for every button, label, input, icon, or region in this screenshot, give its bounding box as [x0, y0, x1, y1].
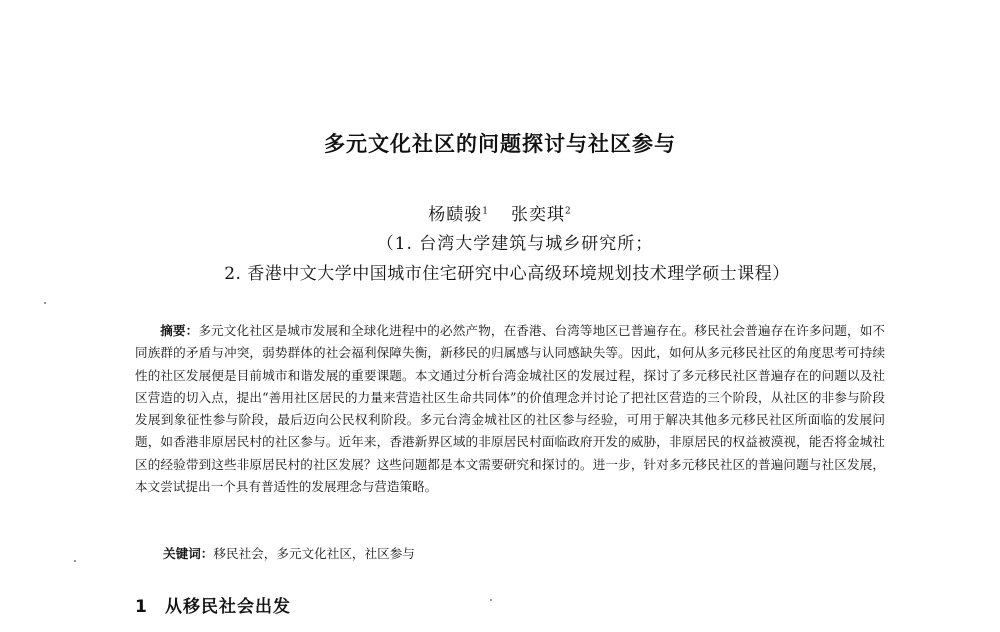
scan-speck [44, 302, 46, 304]
abstract-paragraph [135, 320, 885, 498]
author-name: 张奕琪 [511, 205, 565, 225]
author-affiliation-mark: 1 [482, 206, 489, 217]
author-affiliation-mark: 2 [565, 206, 572, 217]
affiliation-line-1: （1. 台湾大学建筑与城乡研究所； [376, 234, 654, 254]
affiliation-line-2: 2. 香港中文大学中国城市住宅研究中心高级环境规划技术理学硕士课程） [224, 264, 790, 284]
section-number: 1 [135, 597, 148, 617]
abstract-text: 多元文化社区是城市发展和全球化进程中的必然产物，在香港、台湾等地区已普遍存在。移民社会普遍存在许多问题，如不同族群的矛盾与冲突，弱势群体的社会福利保障失衡，新移民的归属感与认同感缺失等。因此，如何从多元移民社区的角度思考可持续性的社区发展便是目前城市和谐发展的重要课题。本文通过分析台湾金城社区的发展过程，探讨了多元移民社区普遍存在的问题以及社区营造的切入点，提出“善用社区居民的力量来营造社区生命共同体”的价值理念并讨论了把社区营造的三个阶段，从社区的非参与阶段发展到象征性参与阶段，最后迈向公民权利阶段。多元台湾金城社区的社区参与经验，可用于解决其他多元移民社区所面临的发展问题，如香港非原居民村的社区参与。近年来，香港新界区域的非原居民村面临政府开发的威胁，非原居民的权益被漠视，能否将金城社区的经验带到这些非原居民村的社区发展？这些问题都是本文需要研究和探讨的。进一步，针对多元移民社区的普遍问题与社区发展，本文尝试提出一个具有普适性的发展理念与营造策略。 [135, 323, 886, 495]
scan-speck [490, 599, 492, 601]
paper-title: 多元文化社区的问题探讨与社区参与 [324, 132, 676, 156]
author-name: 杨赜骏 [428, 205, 483, 225]
abstract-label: 摘要： [160, 323, 199, 338]
section-heading [135, 592, 291, 617]
keywords-line [163, 543, 415, 565]
keywords-label: 关键词： [163, 546, 214, 561]
scan-speck [74, 560, 76, 562]
author-line [0, 200, 1000, 225]
section-title: 从移民社会出发 [165, 597, 291, 617]
keywords-text: 移民社会，多元文化社区，社区参与 [213, 546, 415, 561]
